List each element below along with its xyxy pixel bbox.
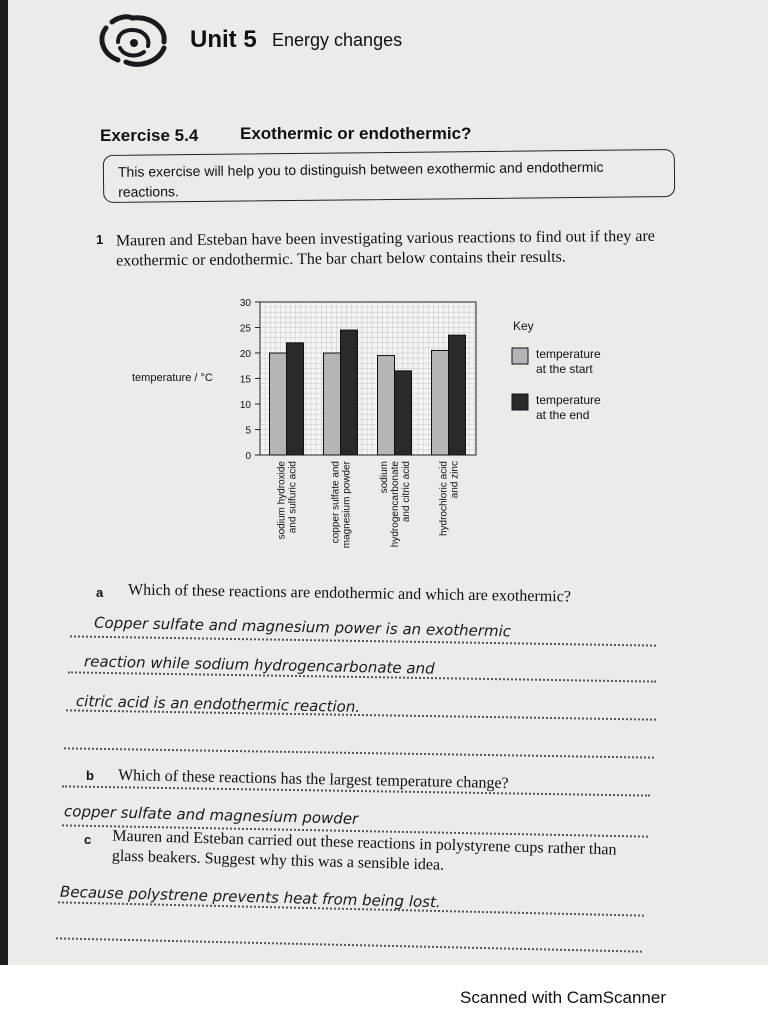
y-tick-label: 5 (245, 425, 251, 437)
bar-temperature-end (449, 335, 466, 455)
part-a-answer-line-1: Copper sulfate and magnesium power is an exothermic (93, 613, 512, 641)
exercise-title: Exothermic or endothermic? (240, 124, 472, 143)
y-tick-label: 10 (239, 400, 251, 411)
part-c-question: Mauren and Esteban carried out these reactions in polystyrene cups rather than glass beakers. Suggest why this was a sensible idea. (111, 827, 617, 874)
answer-line (56, 937, 642, 952)
exercise-number: Exercise 5.4 (100, 126, 199, 145)
part-a-answer-line-3: citric acid is an endothermic reaction. (75, 692, 361, 716)
category-label: and citric acid (400, 461, 412, 523)
y-tick-label: 25 (239, 323, 251, 335)
bar-temperature-end (395, 371, 412, 455)
legend-label: temperature (536, 393, 601, 407)
answer-line (64, 747, 654, 758)
category-label: and zinc (449, 461, 461, 499)
question-1-text: Mauren and Esteban have been investigating various reactions to find out if they are exothermic or endothermic. The bar chart below contains their results. (115, 227, 655, 270)
y-axis-label: temperature / °C (132, 372, 213, 384)
category-label: sodium hydroxide (276, 461, 288, 540)
intro-box (103, 149, 675, 203)
y-tick-label: 0 (245, 451, 251, 462)
legend-label: temperature (536, 347, 601, 361)
y-tick-label: 30 (239, 298, 251, 309)
part-c-answer-line-1: Because polystrene prevents heat from being lost. (59, 882, 441, 912)
part-c-letter: c (84, 832, 92, 847)
legend-title: Key (513, 319, 534, 333)
part-b-question: Which of these reactions has the largest temperature change? (117, 766, 509, 793)
category-label: sodium (378, 461, 390, 494)
legend-label: at the start (536, 362, 593, 376)
unit-number: Unit 5 (190, 26, 257, 53)
bar-temperature-start (324, 353, 341, 455)
category-label: hydrochloric acid (438, 461, 450, 537)
scan-edge-shadow (0, 0, 8, 965)
part-a-question: Which of these reactions are endothermic and which are exothermic? (127, 581, 572, 606)
part-a-answer-line-2: reaction while sodium hydrogencarbonate and (83, 652, 435, 678)
legend-label: at the end (536, 408, 590, 422)
y-tick-label: 20 (239, 349, 251, 360)
part-b-letter: b (86, 768, 94, 783)
unit-title: Energy changes (272, 30, 403, 50)
bar-temperature-start (432, 350, 449, 455)
part-b-answer: copper sulfate and magnesium powder (63, 802, 359, 828)
legend-swatch (512, 348, 528, 364)
category-label: hydrogencarbonate (389, 461, 401, 548)
bar-chart (128, 290, 648, 570)
bar-temperature-end (287, 343, 304, 455)
intro-text: This exercise will help you to distinguish between exothermic and endothermic reactions. (117, 158, 604, 200)
legend-swatch (512, 394, 528, 410)
y-tick-label: 15 (239, 374, 251, 386)
category-label: and sulfuric acid (287, 461, 299, 534)
bar-temperature-start (378, 356, 395, 455)
category-label: copper sulfate and (330, 461, 342, 544)
question-1-number: 1 (96, 232, 104, 247)
category-label: magnesium powder (341, 461, 353, 549)
swirl-logo-icon (92, 10, 174, 70)
bar-temperature-end (341, 330, 358, 455)
bar-temperature-start (270, 353, 287, 455)
part-a-letter: a (96, 585, 104, 600)
scanner-watermark: Scanned with CamScanner (460, 988, 667, 1007)
